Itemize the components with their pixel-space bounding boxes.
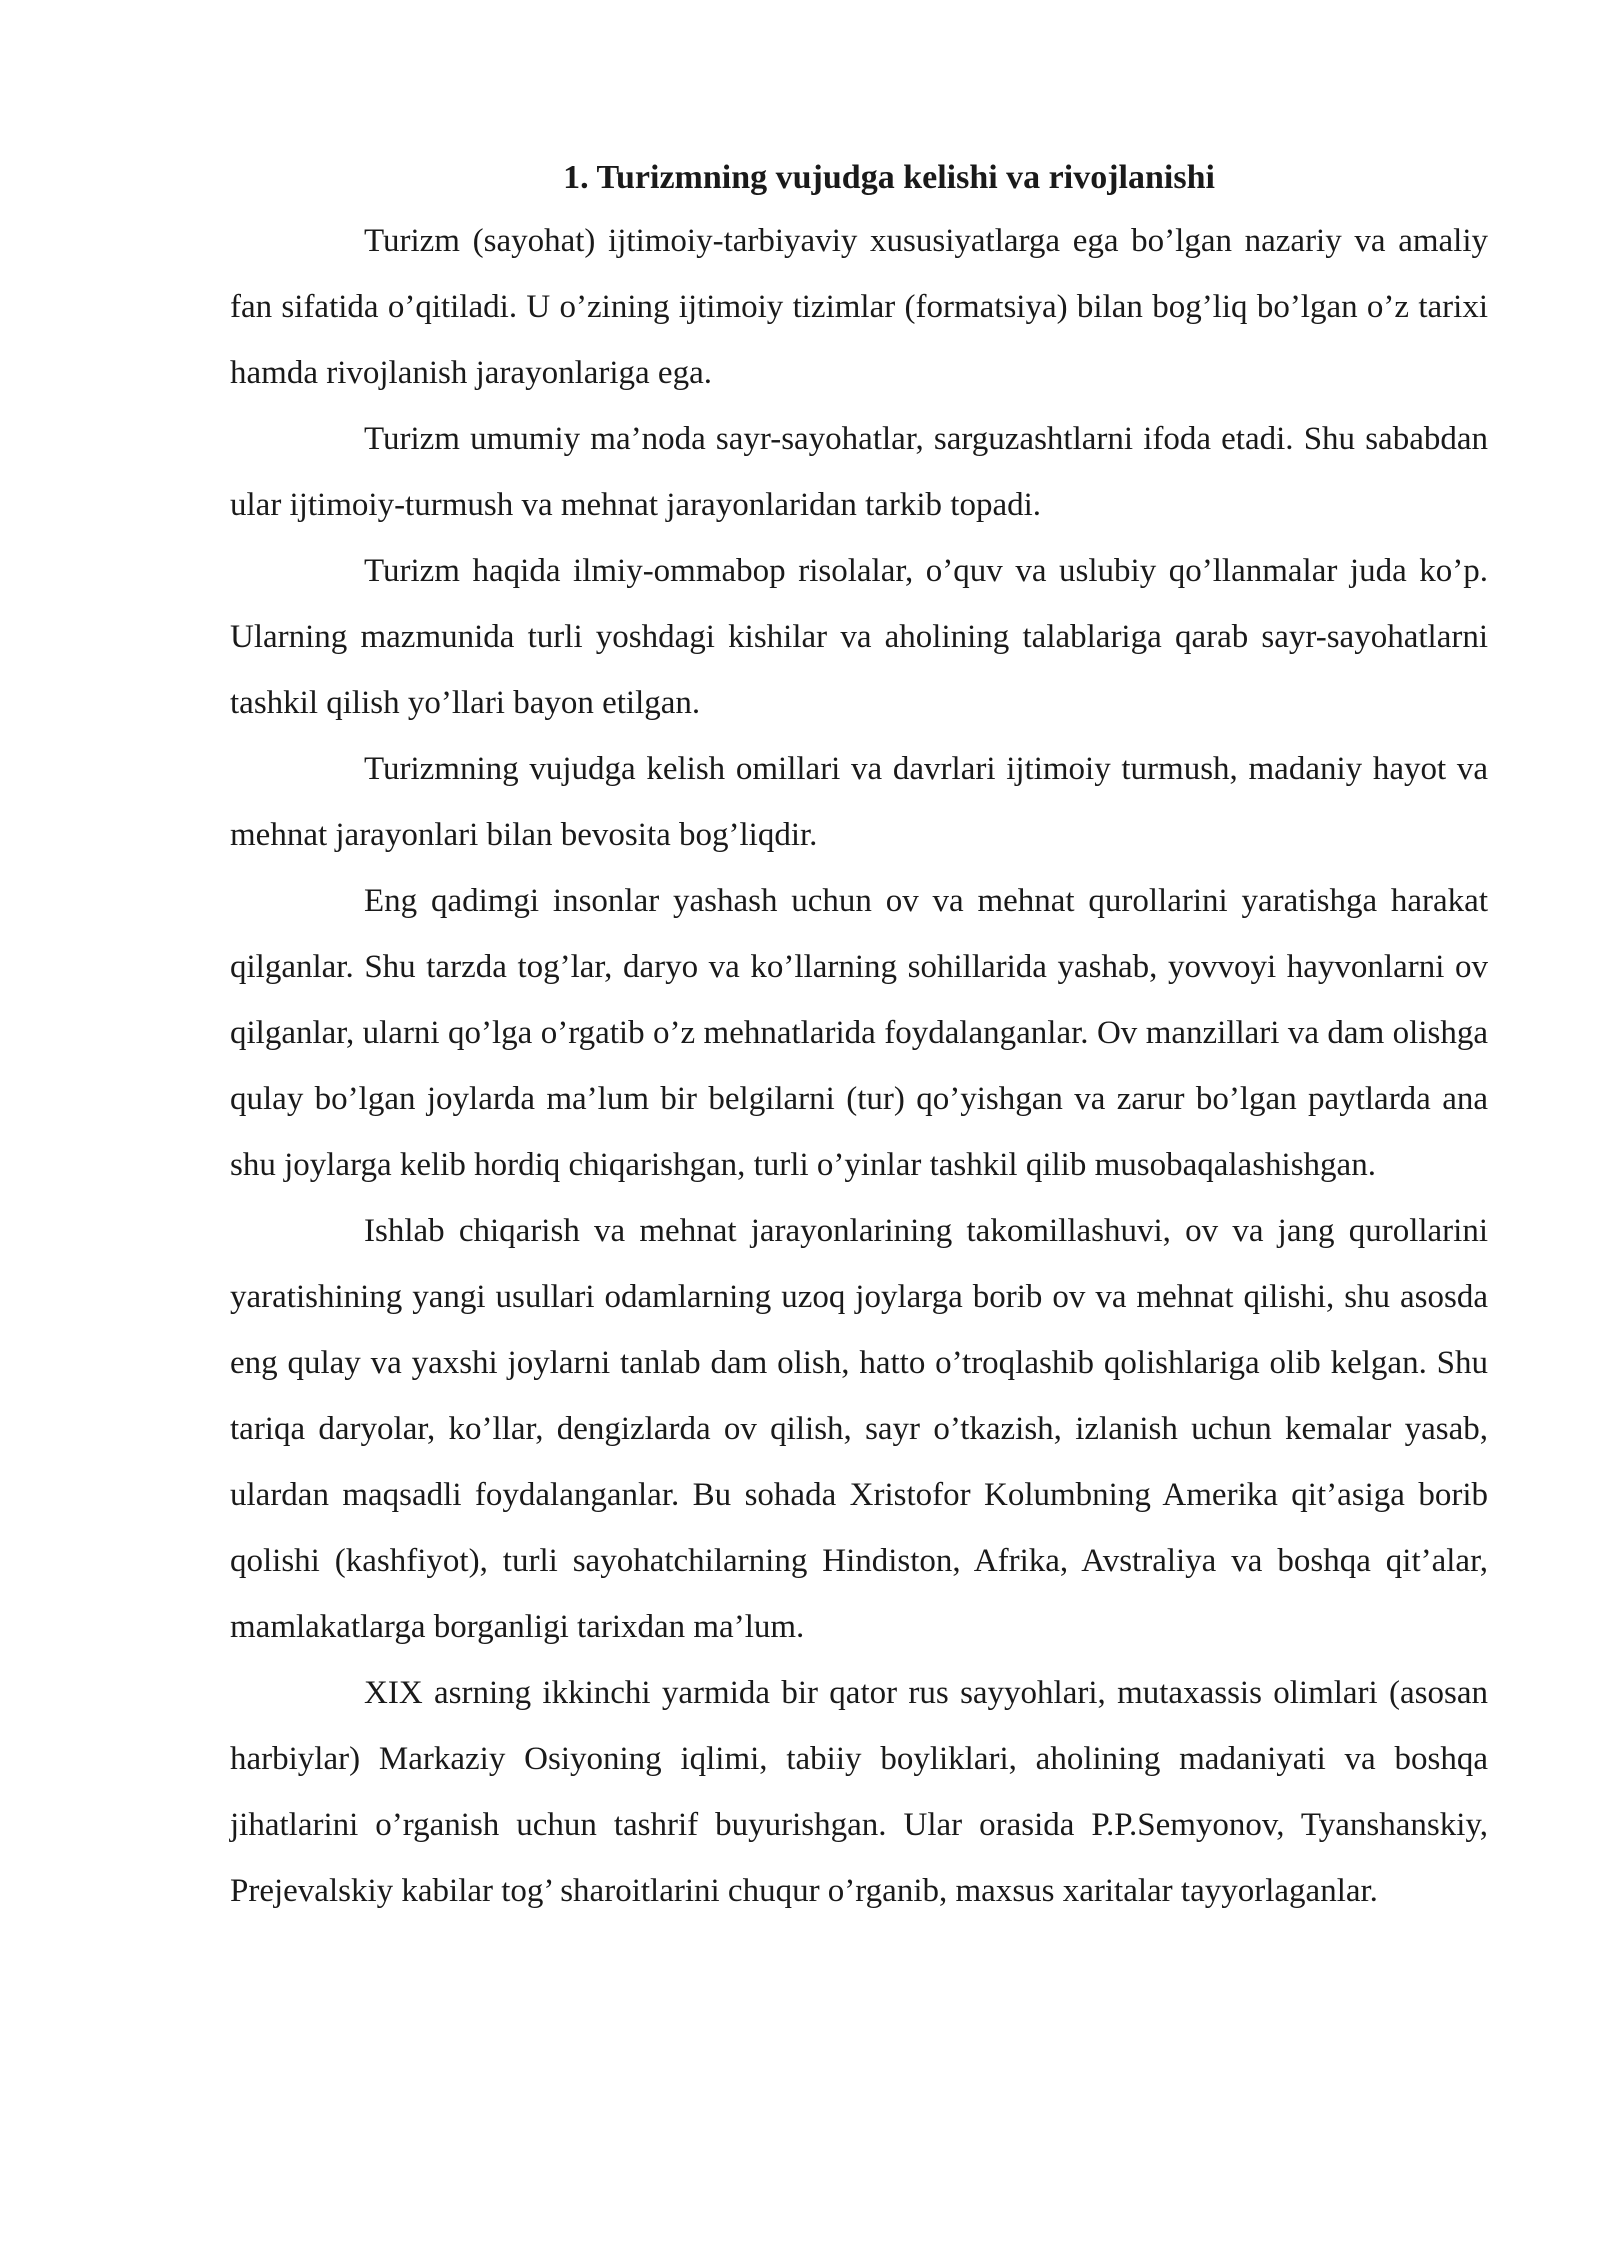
paragraph-2: Turizm umumiy ma’noda sayr-sayohatlar, sarguzashtlarni ifoda etadi. Shu sababdan ular ijtimoiy-turmush va mehnat jarayonlaridan tarkib topadi. <box>230 421 1488 523</box>
paragraph-5: Eng qadimgi insonlar yashash uchun ov va mehnat qurollarini yaratishga harakat qilganlar. Shu tarzda tog’lar, daryo va ko’llarning sohillarida yashab, yovvoyi hayvonlarni ov qilganlar, ularni qo’lga o’rgatib o’z mehnatlarida foydalanganlar. Ov manzillari va dam olishga qulay bo’lgan joylarda ma’lum bir belgilarni (tur) qo’yishgan va zarur bo’lgan paytlarda ana shu joylarga kelib hordiq chiqarishgan, turli o’yinlar tashkil qilib musobaqalashishgan. <box>230 883 1488 1183</box>
paragraph-7: XIX asrning ikkinchi yarmida bir qator rus sayyohlari, mutaxassis olimlari (asosan harbiylar) Markaziy Osiyoning iqlimi, tabiiy boyliklari, aholining madaniyati va boshqa jihatlarini o’rganish uchun tashrif buyurishgan. Ular orasida P.P.Semyonov, Tyanshanskiy, Prejevalskiy kabilar tog’ sharoitlarini chuqur o’rganib, maxsus xaritalar tayyorlaganlar. <box>230 1675 1488 1909</box>
paragraph-4: Turizmning vujudga kelish omillari va davrlari ijtimoiy turmush, madaniy hayot va mehnat jarayonlari bilan bevosita bog’liqdir. <box>230 751 1488 853</box>
document-page <box>230 148 1488 1924</box>
page-title: 1. Turizmning vujudga kelishi va rivojlanishi <box>563 159 1215 196</box>
paragraph-6: Ishlab chiqarish va mehnat jarayonlarining takomillashuvi, ov va jang qurollarini yaratishining yangi usullari odamlarning uzoq joylarga borib ov va mehnat qilishi, shu asosda eng qulay va yaxshi joylarni tanlab dam olish, hatto o’troqlashib qolishlariga olib kelgan. Shu tariqa daryolar, ko’llar, dengizlarda ov qilish, sayr o’tkazish, izlanish uchun kemalar yasab, ulardan maqsadli foydalanganlar. Bu sohada Xristofor Kolumbning Amerika qit’asiga borib qolishi (kashfiyot), turli sayohatchilarning Hindiston, Afrika, Avstraliya va boshqa qit’alar, mamlakatlarga borganligi tarixdan ma’lum. <box>230 1213 1488 1645</box>
paragraph-3: Turizm haqida ilmiy-ommabop risolalar, o’quv va uslubiy qo’llanmalar juda ko’p. Ularning mazmunida turli yoshdagi kishilar va aholining talablariga qarab sayr-sayohatlarni tashkil qilish yo’llari bayon etilgan. <box>230 553 1488 721</box>
paragraph-1: Turizm (sayohat) ijtimoiy-tarbiyaviy xususiyatlarga ega bo’lgan nazariy va amaliy fan sifatida o’qitiladi. U o’zining ijtimoiy tizimlar (formatsiya) bilan bog’liq bo’lgan o’z tarixi hamda rivojlanish jarayonlariga ega. <box>230 223 1488 391</box>
